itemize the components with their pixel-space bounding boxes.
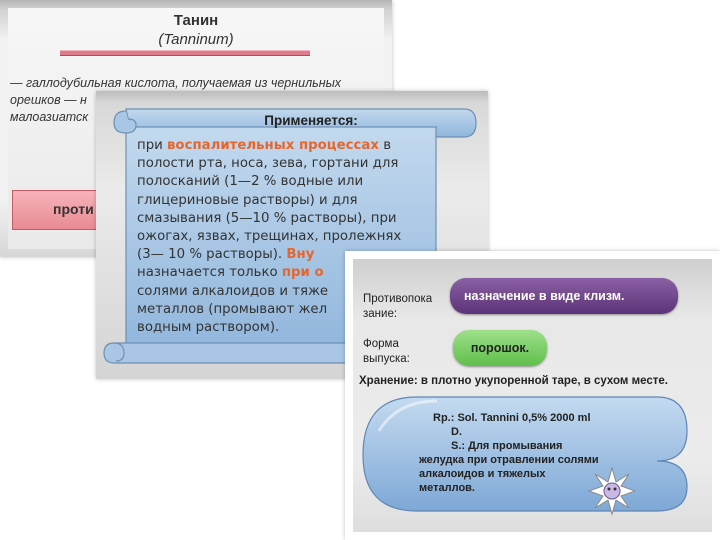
- prescription-line: алкалоидов и тяжелых: [419, 468, 546, 480]
- prescription-line: Rp.: Sol. Tannini 0,5% 2000 ml: [433, 412, 591, 424]
- contraindication-box-text: проти: [53, 201, 94, 217]
- application-line: [137, 247, 314, 262]
- form-label: Форма выпуска:: [363, 338, 410, 365]
- application-line: [137, 138, 391, 153]
- application-line: [137, 302, 327, 317]
- application-line: [137, 193, 358, 208]
- application-line-text: в: [378, 138, 392, 153]
- sparkle-badge-icon: [587, 466, 637, 516]
- application-line-text: металлов (промывают жел: [137, 301, 328, 317]
- application-line: [137, 265, 324, 280]
- title-underline: [60, 50, 310, 56]
- application-line-text: ожогах, язвах, трещинах, пролежнях: [137, 229, 402, 244]
- slide-contraindications: [345, 251, 720, 540]
- application-line-text: полосканий (1—2 % водные или: [137, 174, 364, 190]
- application-line-text: солями алкалоидов и тяже: [137, 283, 329, 299]
- description-line: орешков — н: [10, 93, 87, 107]
- description-line: малоазиатск: [10, 110, 89, 124]
- form-pill: порошок.: [453, 330, 547, 366]
- prescription-line: S.: Для промывания: [451, 440, 563, 452]
- contraindication-label: Противопока зание:: [363, 293, 433, 320]
- application-line: [137, 320, 279, 335]
- application-line-text: водным раствором).: [137, 320, 280, 335]
- application-line: [137, 284, 328, 299]
- contraindication-pill: назначение в виде клизм.: [450, 278, 678, 314]
- slide-heading: Применяется:: [264, 113, 358, 128]
- storage-text: Хранение: в плотно укупоренной таре, в сухом месте.: [359, 375, 668, 387]
- application-line-text: полости рта, носа, зева, гортани для: [137, 156, 399, 172]
- highlighted-term: Вну: [286, 247, 315, 263]
- prescription-line: металлов.: [419, 482, 475, 494]
- prescription-line: желудка при отравлении солями: [419, 454, 599, 466]
- application-line-text: (3— 10 % растворы).: [137, 247, 287, 263]
- slide-title: Танин: [173, 12, 219, 29]
- application-line-text: глицериновые растворы) и для: [137, 192, 358, 208]
- application-line-text: назначается только: [137, 265, 282, 281]
- application-line: [137, 156, 398, 171]
- application-line: [137, 211, 397, 226]
- application-line-text: при: [137, 138, 168, 153]
- highlighted-term: воспалительных процессах: [167, 138, 379, 153]
- application-line-text: смазывания (5—10 % растворы), при: [137, 210, 397, 226]
- application-line: [137, 229, 401, 244]
- application-line: [137, 174, 363, 189]
- slide-subtitle: (Tanninum): [158, 31, 234, 48]
- description-line: — галлодубильная кислота, получаемая из чернильных: [10, 76, 342, 90]
- prescription-line: D.: [451, 426, 462, 438]
- highlighted-term: при о: [281, 265, 324, 281]
